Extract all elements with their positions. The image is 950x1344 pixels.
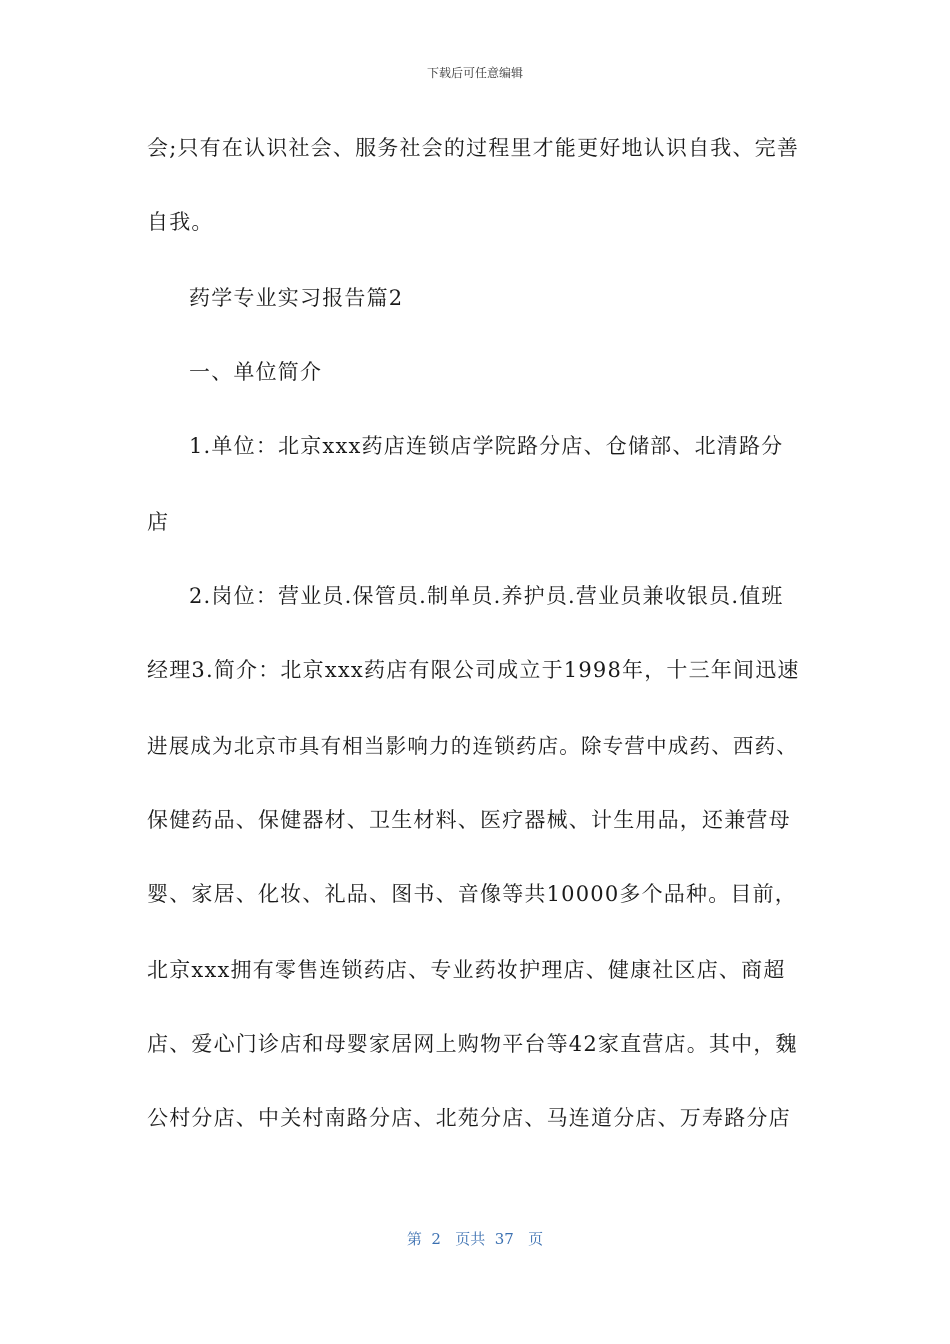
section-heading: 一、单位简介	[189, 360, 323, 384]
text-line: 公村分店、中关村南路分店、北苑分店、马连道分店、万寿路分店	[147, 1106, 791, 1130]
text-line: 2.岗位：营业员.保管员.制单员.养护员.营业员兼收银员.值班	[189, 584, 784, 608]
text-line: 会;只有在认识社会、服务社会的过程里才能更好地认识自我、完善	[147, 136, 800, 160]
text-line: 店、爱心门诊店和母婴家居网上购物平台等42家直营店。其中，魏	[147, 1032, 798, 1056]
text-line: 婴、家居、化妆、礼品、图书、音像等共10000多个品种。目前，	[147, 882, 798, 906]
section-title: 药学专业实习报告篇2	[189, 286, 404, 310]
text-line: 保健药品、保健器材、卫生材料、医疗器械、计生用品，还兼营母	[147, 808, 791, 832]
text-line: 经理3.简介：北京xxx药店有限公司成立于1998年，十三年间迅速	[147, 658, 800, 682]
text-line: 进展成为北京市具有相当影响力的连锁药店。除专营中成药、西药、	[147, 734, 798, 758]
page-header: 下载后可任意编辑	[426, 66, 523, 80]
text-line: 北京xxx拥有零售连锁药店、专业药妆护理店、健康社区店、商超	[147, 958, 786, 982]
text-line: 店	[147, 510, 170, 534]
page-number-footer: 第 2 页共 37 页	[406, 1230, 544, 1248]
text-line: 自我。	[147, 210, 214, 234]
text-line: 1.单位：北京xxx药店连锁店学院路分店、仓储部、北清路分	[189, 434, 784, 458]
